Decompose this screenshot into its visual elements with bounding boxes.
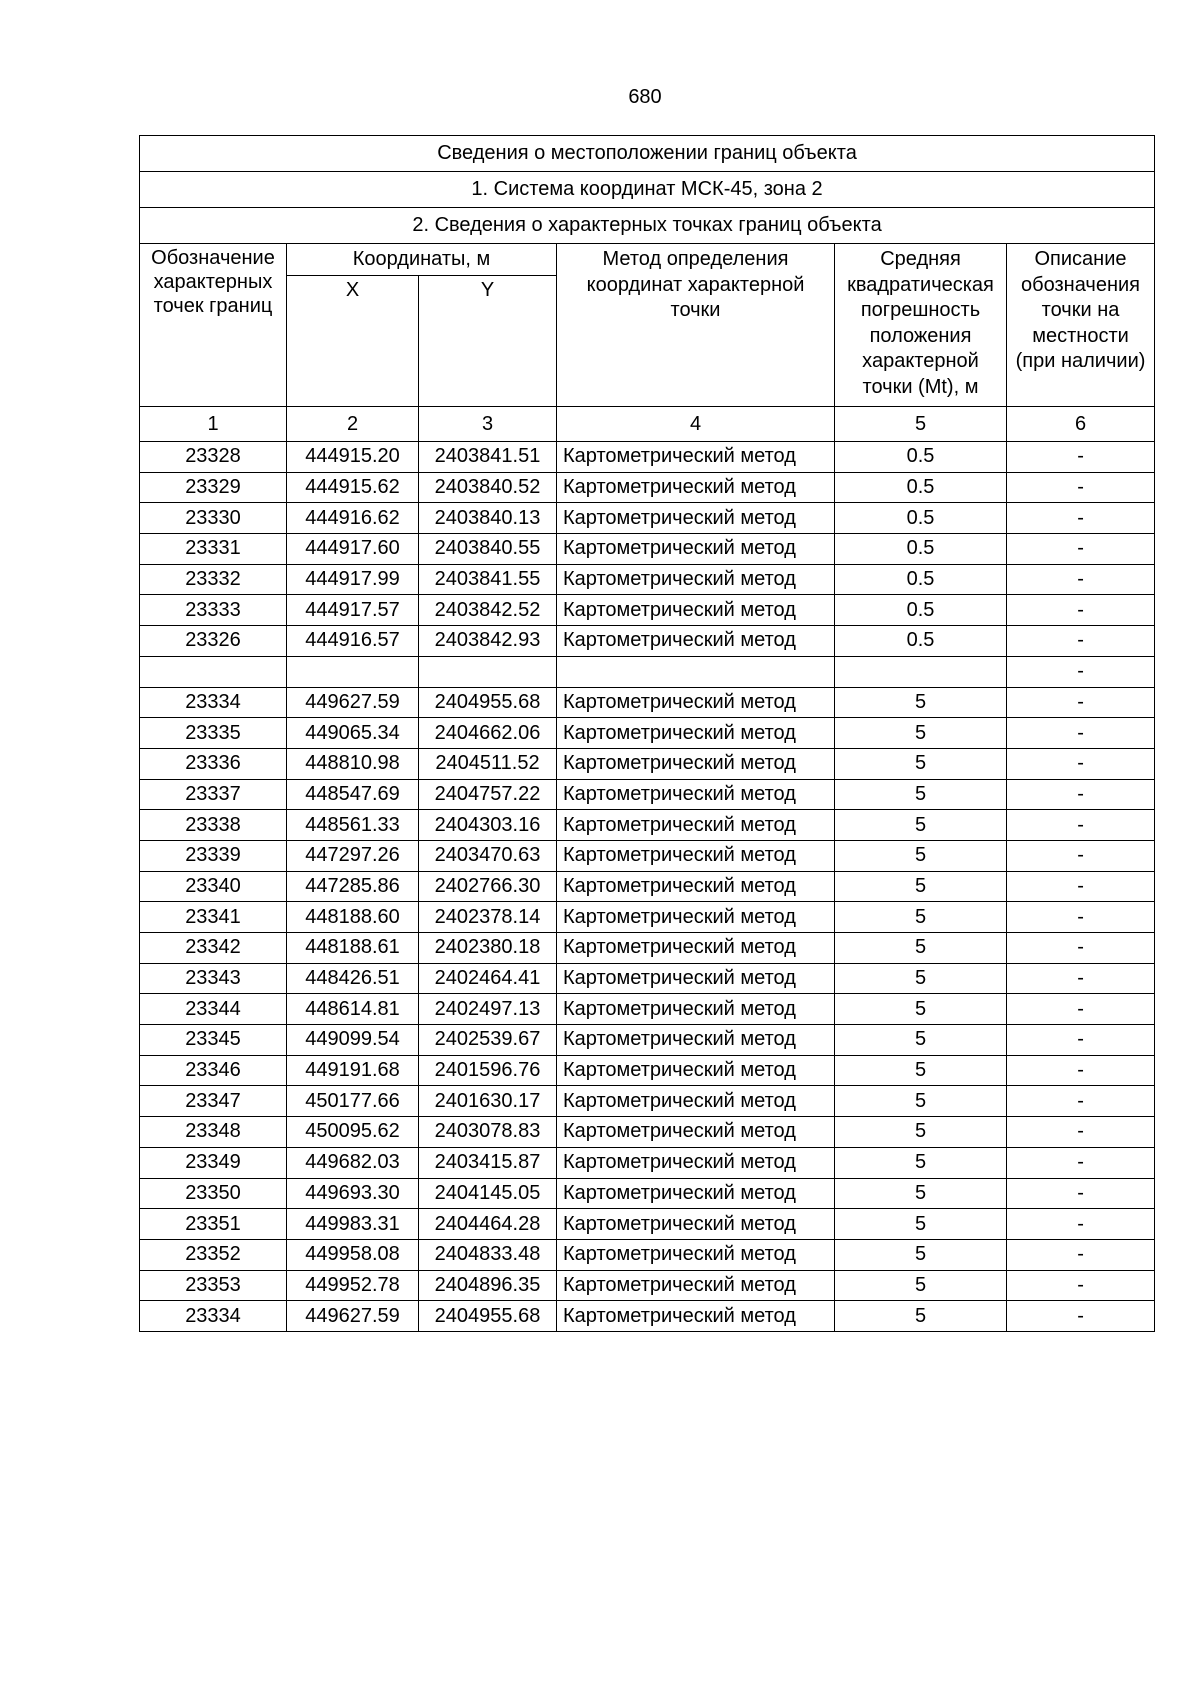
point-description: - [1007, 503, 1155, 534]
point-description: - [1007, 564, 1155, 595]
table-row [140, 1147, 1155, 1178]
point-designation: 23345 [140, 1025, 287, 1056]
mean-error: 5 [835, 1301, 1007, 1332]
coord-x: 449958.08 [287, 1239, 419, 1270]
column-number: 5 [835, 407, 1007, 442]
header-designation: Обозначение характерных точек границ [140, 244, 287, 407]
method: Картометрический метод [557, 472, 835, 503]
point-designation: 23333 [140, 595, 287, 626]
coord-x: 449693.30 [287, 1178, 419, 1209]
table-row [140, 779, 1155, 810]
mean-error: 5 [835, 1147, 1007, 1178]
coord-y: 2403415.87 [419, 1147, 557, 1178]
point-description: - [1007, 994, 1155, 1025]
table-row [140, 840, 1155, 871]
point-designation: 23328 [140, 442, 287, 473]
coord-x: 444915.62 [287, 472, 419, 503]
table-row [140, 810, 1155, 841]
coord-x: 448188.60 [287, 902, 419, 933]
mean-error: 5 [835, 687, 1007, 718]
coord-x: 449065.34 [287, 718, 419, 749]
coord-x: 444916.57 [287, 626, 419, 657]
point-designation: 23340 [140, 871, 287, 902]
point-designation: 23346 [140, 1055, 287, 1086]
boundary-points-table [139, 135, 1155, 1332]
point-designation: 23348 [140, 1117, 287, 1148]
table-row [140, 1301, 1155, 1332]
coord-x: 449682.03 [287, 1147, 419, 1178]
table-row [140, 534, 1155, 565]
method: Картометрический метод [557, 687, 835, 718]
point-designation: 23329 [140, 472, 287, 503]
coord-y: 2404955.68 [419, 687, 557, 718]
mean-error: 0.5 [835, 503, 1007, 534]
table-row [140, 963, 1155, 994]
point-designation: 23351 [140, 1209, 287, 1240]
point-description: - [1007, 902, 1155, 933]
coord-y: 2404955.68 [419, 1301, 557, 1332]
coord-y: 2402378.14 [419, 902, 557, 933]
mean-error: 5 [835, 1086, 1007, 1117]
method: Картометрический метод [557, 1025, 835, 1056]
point-description: - [1007, 687, 1155, 718]
mean-error: 0.5 [835, 595, 1007, 626]
point-designation: 23334 [140, 1301, 287, 1332]
mean-error: 5 [835, 1178, 1007, 1209]
coord-y: 2404511.52 [419, 748, 557, 779]
method: Картометрический метод [557, 779, 835, 810]
mean-error: 5 [835, 810, 1007, 841]
point-designation: 23343 [140, 963, 287, 994]
mean-error: 5 [835, 748, 1007, 779]
point-description: - [1007, 718, 1155, 749]
point-description: - [1007, 1301, 1155, 1332]
method: Картометрический метод [557, 1178, 835, 1209]
coord-x: 444917.99 [287, 564, 419, 595]
table-row [140, 472, 1155, 503]
mean-error: 5 [835, 1239, 1007, 1270]
point-description: - [1007, 1147, 1155, 1178]
point-designation: 23335 [140, 718, 287, 749]
point-designation: 23337 [140, 779, 287, 810]
coord-x: 449952.78 [287, 1270, 419, 1301]
coord-y: 2401630.17 [419, 1086, 557, 1117]
point-designation: 23336 [140, 748, 287, 779]
mean-error: 0.5 [835, 442, 1007, 473]
point-designation: 23326 [140, 626, 287, 657]
point-designation: 23338 [140, 810, 287, 841]
method: Картометрический метод [557, 503, 835, 534]
method: Картометрический метод [557, 1055, 835, 1086]
table-row [140, 1270, 1155, 1301]
method: Картометрический метод [557, 1147, 835, 1178]
coord-x: 444915.20 [287, 442, 419, 473]
table-row [140, 656, 1155, 687]
method: Картометрический метод [557, 871, 835, 902]
header-error: Средняя квадратическая погрешность положения характерной точки (Mt), м [835, 244, 1007, 407]
method: Картометрический метод [557, 1301, 835, 1332]
coord-y: 2404303.16 [419, 810, 557, 841]
point-description: - [1007, 442, 1155, 473]
mean-error: 5 [835, 1270, 1007, 1301]
method: Картометрический метод [557, 626, 835, 657]
mean-error: 0.5 [835, 534, 1007, 565]
coord-x: 448547.69 [287, 779, 419, 810]
column-number: 4 [557, 407, 835, 442]
coordinate-system-title: 1. Система координат МСК-45, зона 2 [140, 172, 1155, 208]
point-designation: 23347 [140, 1086, 287, 1117]
coordinate-system-row [140, 172, 1155, 208]
header-coordinates: Координаты, м [287, 244, 557, 276]
coord-x: 449191.68 [287, 1055, 419, 1086]
point-description: - [1007, 1117, 1155, 1148]
mean-error: 0.5 [835, 626, 1007, 657]
point-description: - [1007, 1086, 1155, 1117]
header-y: Y [419, 276, 557, 407]
coord-y: 2404896.35 [419, 1270, 557, 1301]
coord-x: 447285.86 [287, 871, 419, 902]
coord-y: 2402380.18 [419, 933, 557, 964]
point-description: - [1007, 534, 1155, 565]
table-row [140, 503, 1155, 534]
point-description: - [1007, 933, 1155, 964]
method: Картометрический метод [557, 1209, 835, 1240]
point-designation: 23353 [140, 1270, 287, 1301]
mean-error: 0.5 [835, 472, 1007, 503]
coord-x: 449099.54 [287, 1025, 419, 1056]
point-designation: 23330 [140, 503, 287, 534]
coord-y: 2401596.76 [419, 1055, 557, 1086]
coord-y: 2404464.28 [419, 1209, 557, 1240]
method: Картометрический метод [557, 810, 835, 841]
table-title: Сведения о местоположении границ объекта [140, 136, 1155, 172]
coord-y: 2403841.55 [419, 564, 557, 595]
coord-x: 448188.61 [287, 933, 419, 964]
coord-x: 448561.33 [287, 810, 419, 841]
point-description: - [1007, 1025, 1155, 1056]
method: Картометрический метод [557, 718, 835, 749]
column-number: 3 [419, 407, 557, 442]
mean-error: 5 [835, 1117, 1007, 1148]
method: Картометрический метод [557, 902, 835, 933]
coord-x: 449627.59 [287, 1301, 419, 1332]
header-x: X [287, 276, 419, 407]
point-description: - [1007, 1209, 1155, 1240]
point-description: - [1007, 656, 1155, 687]
point-designation: 23342 [140, 933, 287, 964]
method: Картометрический метод [557, 1086, 835, 1117]
coord-y: 2403840.13 [419, 503, 557, 534]
coord-x: 450095.62 [287, 1117, 419, 1148]
method: Картометрический метод [557, 442, 835, 473]
mean-error: 5 [835, 963, 1007, 994]
table-row [140, 748, 1155, 779]
column-number: 6 [1007, 407, 1155, 442]
mean-error: 5 [835, 779, 1007, 810]
point-description: - [1007, 963, 1155, 994]
table-row [140, 1209, 1155, 1240]
table-row [140, 687, 1155, 718]
coord-x: 448810.98 [287, 748, 419, 779]
column-number: 1 [140, 407, 287, 442]
table-row [140, 595, 1155, 626]
method: Картометрический метод [557, 748, 835, 779]
coord-y: 2402464.41 [419, 963, 557, 994]
coord-y: 2403841.51 [419, 442, 557, 473]
point-description: - [1007, 1239, 1155, 1270]
method: Картометрический метод [557, 564, 835, 595]
table-row [140, 994, 1155, 1025]
coord-y: 2404833.48 [419, 1239, 557, 1270]
mean-error: 5 [835, 1025, 1007, 1056]
method: Картометрический метод [557, 840, 835, 871]
header-method: Метод определения координат характерной точки [557, 244, 835, 407]
coord-x [287, 656, 419, 687]
coord-x: 448426.51 [287, 963, 419, 994]
point-description: - [1007, 1178, 1155, 1209]
coord-y: 2402497.13 [419, 994, 557, 1025]
coord-y: 2402766.30 [419, 871, 557, 902]
coord-y: 2403078.83 [419, 1117, 557, 1148]
coord-x: 449627.59 [287, 687, 419, 718]
table-row [140, 1239, 1155, 1270]
table-row [140, 902, 1155, 933]
mean-error: 5 [835, 933, 1007, 964]
point-designation: 23341 [140, 902, 287, 933]
point-description: - [1007, 810, 1155, 841]
coord-x: 449983.31 [287, 1209, 419, 1240]
coord-x: 444917.60 [287, 534, 419, 565]
coord-x: 447297.26 [287, 840, 419, 871]
table-row [140, 564, 1155, 595]
coord-y: 2403840.52 [419, 472, 557, 503]
coord-y: 2403842.93 [419, 626, 557, 657]
point-designation: 23339 [140, 840, 287, 871]
coord-y: 2404662.06 [419, 718, 557, 749]
coord-y: 2403840.55 [419, 534, 557, 565]
mean-error: 5 [835, 871, 1007, 902]
column-number-row [140, 407, 1155, 442]
point-designation: 23350 [140, 1178, 287, 1209]
page-number: 680 [628, 86, 662, 108]
method: Картометрический метод [557, 1270, 835, 1301]
point-designation: 23352 [140, 1239, 287, 1270]
point-description: - [1007, 1270, 1155, 1301]
table-row [140, 1025, 1155, 1056]
point-designation: 23349 [140, 1147, 287, 1178]
method: Картометрический метод [557, 1117, 835, 1148]
point-description: - [1007, 779, 1155, 810]
method: Картометрический метод [557, 534, 835, 565]
point-designation: 23332 [140, 564, 287, 595]
mean-error: 5 [835, 840, 1007, 871]
coord-y: 2403842.52 [419, 595, 557, 626]
method: Картометрический метод [557, 994, 835, 1025]
coord-y: 2403470.63 [419, 840, 557, 871]
coord-x: 448614.81 [287, 994, 419, 1025]
method: Картометрический метод [557, 933, 835, 964]
table-row [140, 442, 1155, 473]
coord-y: 2402539.67 [419, 1025, 557, 1056]
table-row [140, 718, 1155, 749]
table-row [140, 871, 1155, 902]
mean-error: 0.5 [835, 564, 1007, 595]
mean-error: 5 [835, 902, 1007, 933]
point-designation: 23344 [140, 994, 287, 1025]
coord-y: 2404145.05 [419, 1178, 557, 1209]
table-row [140, 1086, 1155, 1117]
coord-x: 450177.66 [287, 1086, 419, 1117]
mean-error: 5 [835, 1055, 1007, 1086]
point-description: - [1007, 871, 1155, 902]
point-description: - [1007, 595, 1155, 626]
point-designation: 23331 [140, 534, 287, 565]
column-number: 2 [287, 407, 419, 442]
point-description: - [1007, 1055, 1155, 1086]
method: Картометрический метод [557, 963, 835, 994]
point-description: - [1007, 840, 1155, 871]
point-designation: 23334 [140, 687, 287, 718]
coord-x: 444917.57 [287, 595, 419, 626]
method: Картометрический метод [557, 1239, 835, 1270]
point-designation [140, 656, 287, 687]
table-row [140, 933, 1155, 964]
table-row [140, 1117, 1155, 1148]
table-body [140, 136, 1155, 1332]
point-description: - [1007, 748, 1155, 779]
table-row [140, 1178, 1155, 1209]
table-row [140, 1055, 1155, 1086]
method [557, 656, 835, 687]
mean-error [835, 656, 1007, 687]
coord-x: 444916.62 [287, 503, 419, 534]
header-row [140, 244, 1155, 276]
point-description: - [1007, 472, 1155, 503]
points-section-row [140, 208, 1155, 244]
mean-error: 5 [835, 1209, 1007, 1240]
points-section-title: 2. Сведения о характерных точках границ объекта [140, 208, 1155, 244]
header-description: Описание обозначения точки на местности (при наличии) [1007, 244, 1155, 407]
table-row [140, 626, 1155, 657]
mean-error: 5 [835, 994, 1007, 1025]
point-description: - [1007, 626, 1155, 657]
mean-error: 5 [835, 718, 1007, 749]
coord-y: 2404757.22 [419, 779, 557, 810]
method: Картометрический метод [557, 595, 835, 626]
table-title-row [140, 136, 1155, 172]
coord-y [419, 656, 557, 687]
